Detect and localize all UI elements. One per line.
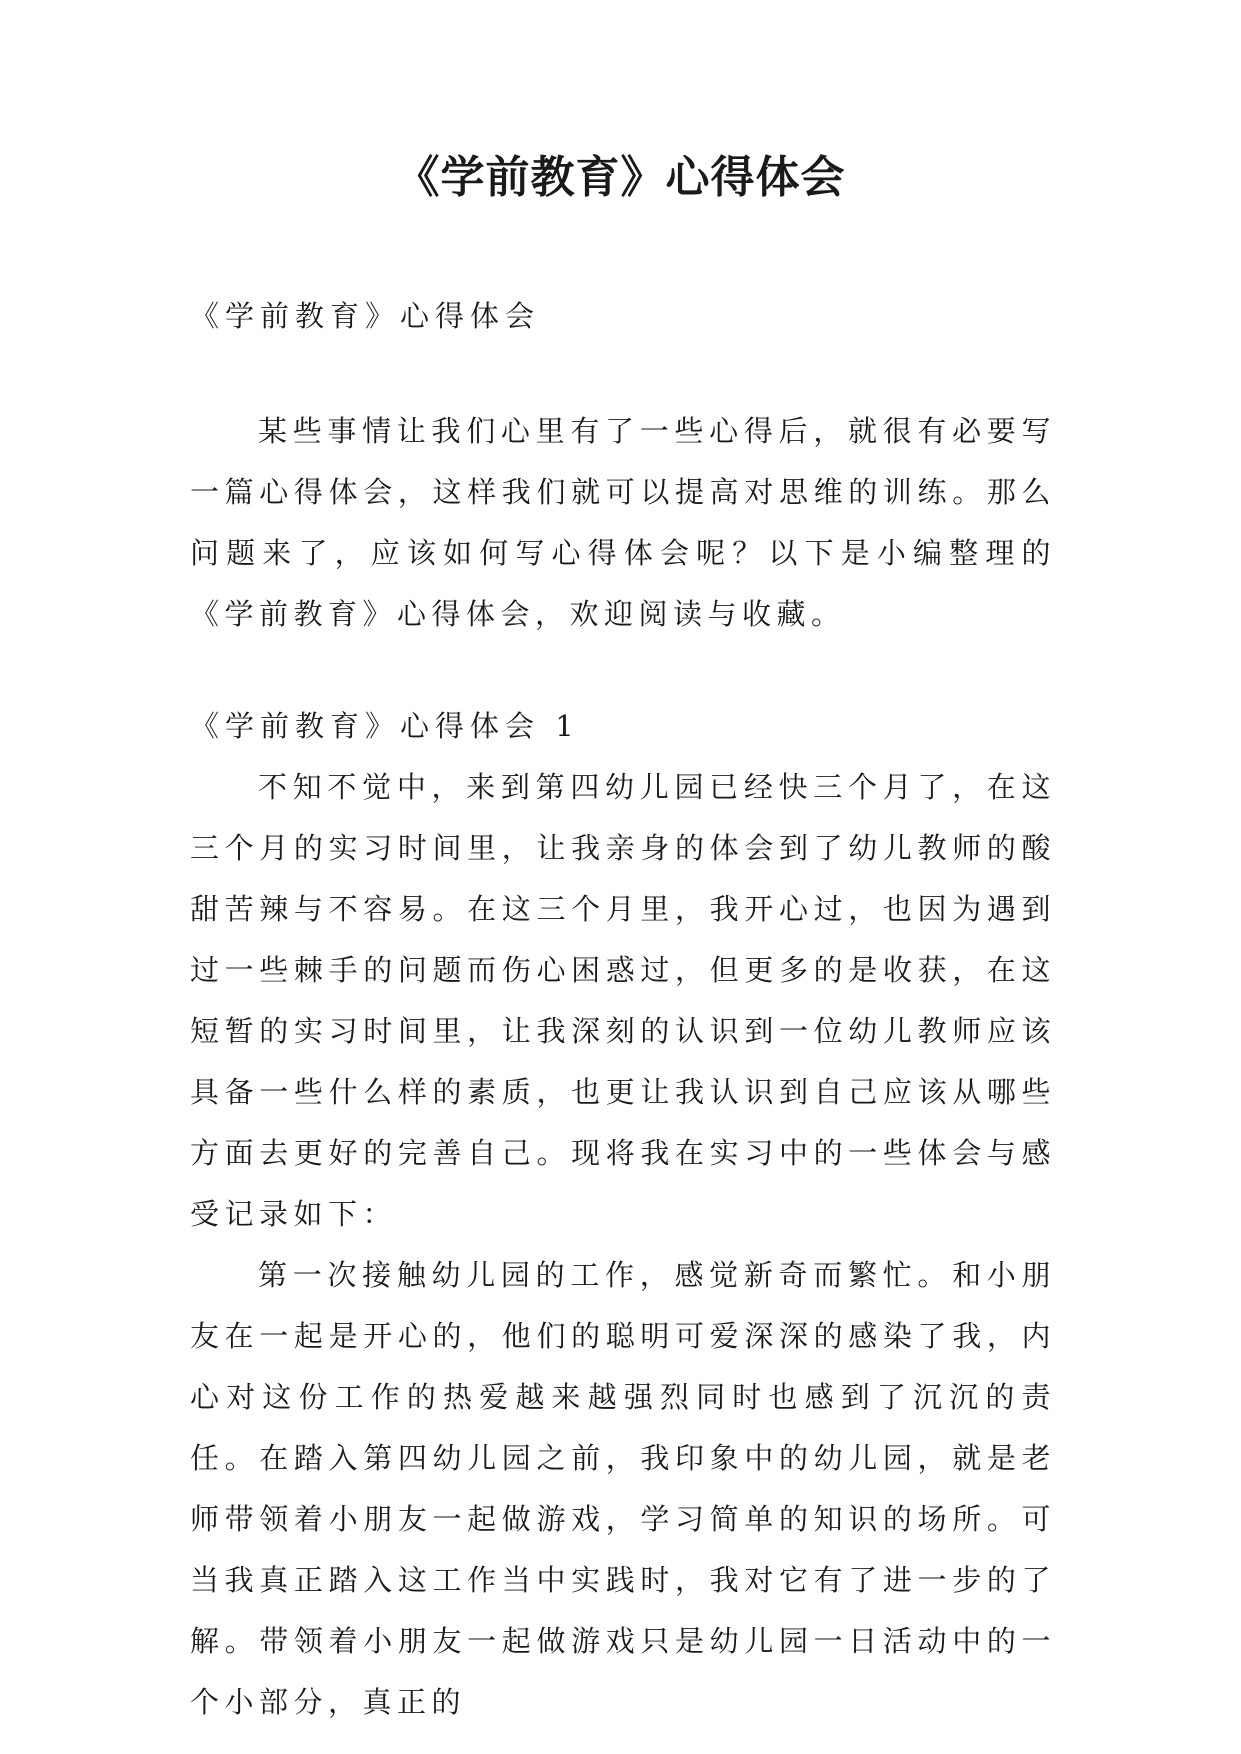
section-heading: 《学前教育》心得体会 1 xyxy=(190,709,580,743)
document-subtitle: 《学前教育》心得体会 xyxy=(190,299,541,333)
intro-section xyxy=(190,401,1056,645)
intro-paragraph: 某些事情让我们心里有了一些心得后，就很有必要写一篇心得体会，这样我们就可以提高对思维的训练。那么问题来了，应该如何写心得体会呢？以下是小编整理的《学前教育》心得体会，欢迎阅读与收藏。 xyxy=(190,414,1056,631)
body-paragraph: 不知不觉中，来到第四幼儿园已经快三个月了，在这三个月的实习时间里，让我亲身的体会到了幼儿教师的酸甜苦辣与不容易。在这三个月里，我开心过，也因为遇到过一些棘手的问题而伤心困惑过，但更多的是收获，在这短暂的实习时间里，让我深刻的认识到一位幼儿教师应该具备一些什么样的素质，也更让我认识到自己应该从哪些方面去更好的完善自己。现将我在实习中的一些体会与感受记录如下： xyxy=(190,770,1056,1231)
document-title: 《学前教育》心得体会 xyxy=(395,152,846,203)
section-body xyxy=(190,757,1056,1733)
body-paragraph: 第一次接触幼儿园的工作，感觉新奇而繁忙。和小朋友在一起是开心的，他们的聪明可爱深深的感染了我，内心对这份工作的热爱越来越强烈同时也感到了沉沉的责任。在踏入第四幼儿园之前，我印象中的幼儿园，就是老师带领着小朋友一起做游戏，学习简单的知识的场所。可当我真正踏入这工作当中实践时，我对它有了进一步的了解。带领着小朋友一起做游戏只是幼儿园一日活动中的一个小部分，真正的 xyxy=(190,1258,1056,1719)
